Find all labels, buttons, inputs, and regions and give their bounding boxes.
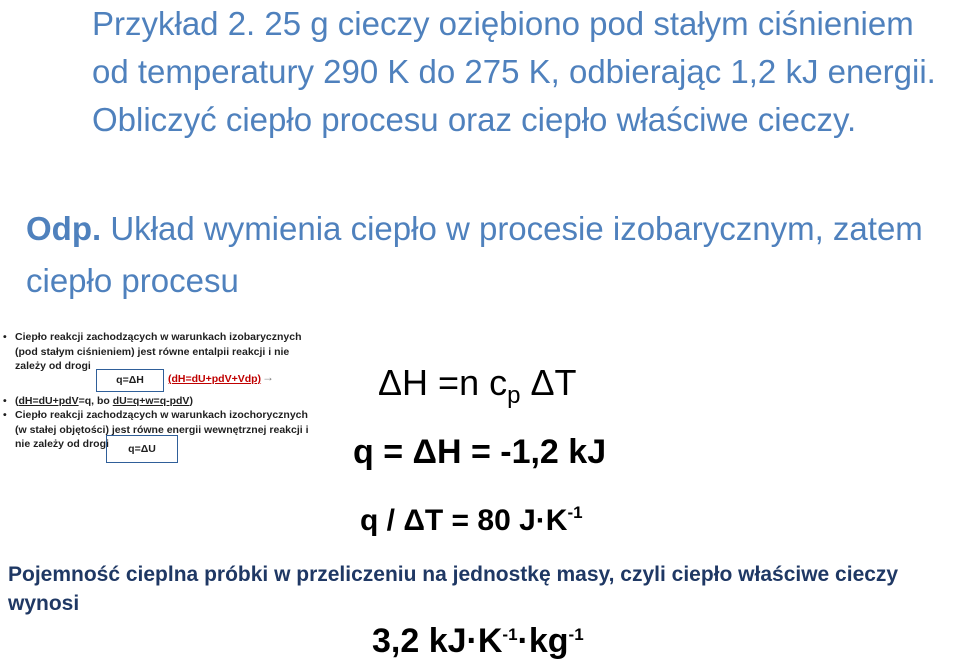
res-exp2: -1 — [568, 625, 584, 644]
heat-capacity-result — [360, 503, 583, 538]
heat-result: q = ΔH = -1,2 kJ — [353, 433, 607, 471]
slide-title: Przykład 2. 25 g cieczy oziębiono pod stałym ciśnieniem od temperatury 290 K do 275 K, odbierając 1,2 kJ energii. Obliczyć ciepło procesu oraz ciepło właściwe cieczy. — [92, 5, 936, 138]
enthalpy-definition: (dH=dU+pdV+Vdp) — [168, 373, 262, 385]
enthalpy-formula — [378, 362, 577, 410]
box-q-du: q=ΔU — [106, 435, 178, 463]
qt-exponent: -1 — [567, 503, 583, 522]
derivation-mid: =q, bo — [78, 394, 113, 407]
arrow-icon: → — [262, 370, 274, 384]
dh-sub: p — [507, 382, 521, 409]
derivation-part-2: dU=q+w=q-pdV — [112, 394, 190, 407]
res-a: 3,2 kJ·K — [372, 622, 503, 660]
qt-text: q / ΔT = 80 J·K — [360, 504, 568, 537]
answer-prefix: Odp. — [26, 210, 102, 247]
res-exp1: -1 — [502, 625, 518, 644]
note-isobaric: • Ciepło reakcji zachodzących w warunkach izobarycznych (pod stałym ciśnieniem) jest równe entalpii reakcji i nie zależy od drogi — [3, 330, 313, 374]
note-isochoric: • Ciepło reakcji zachodzących w warunkach izochorycznych (w stałej objętości) jest równe energii wewnętrznej reakcji i nie zależy od drogi — [3, 408, 313, 452]
dh-left: ΔH =n c — [378, 362, 508, 403]
answer-paragraph — [26, 203, 951, 307]
specific-heat-sentence: Pojemność cieplna próbki w przeliczeniu na jednostkę masy, czyli ciepło właściwe cieczy wynosi — [8, 563, 899, 615]
note-enthalpy-derivation: • (dH=dU+pdV=q, bo dU=q+w=q-pdV) — [3, 394, 313, 409]
dh-right: ΔT — [520, 362, 577, 403]
answer-text: Układ wymienia ciepło w procesie izobarycznym, zatem ciepło procesu — [26, 210, 923, 299]
specific-heat-result — [372, 622, 584, 661]
box-q-dh: q=ΔH — [96, 369, 164, 392]
res-b: ·kg — [517, 622, 569, 660]
derivation-part-1: dH=dU+pdV — [18, 394, 79, 407]
